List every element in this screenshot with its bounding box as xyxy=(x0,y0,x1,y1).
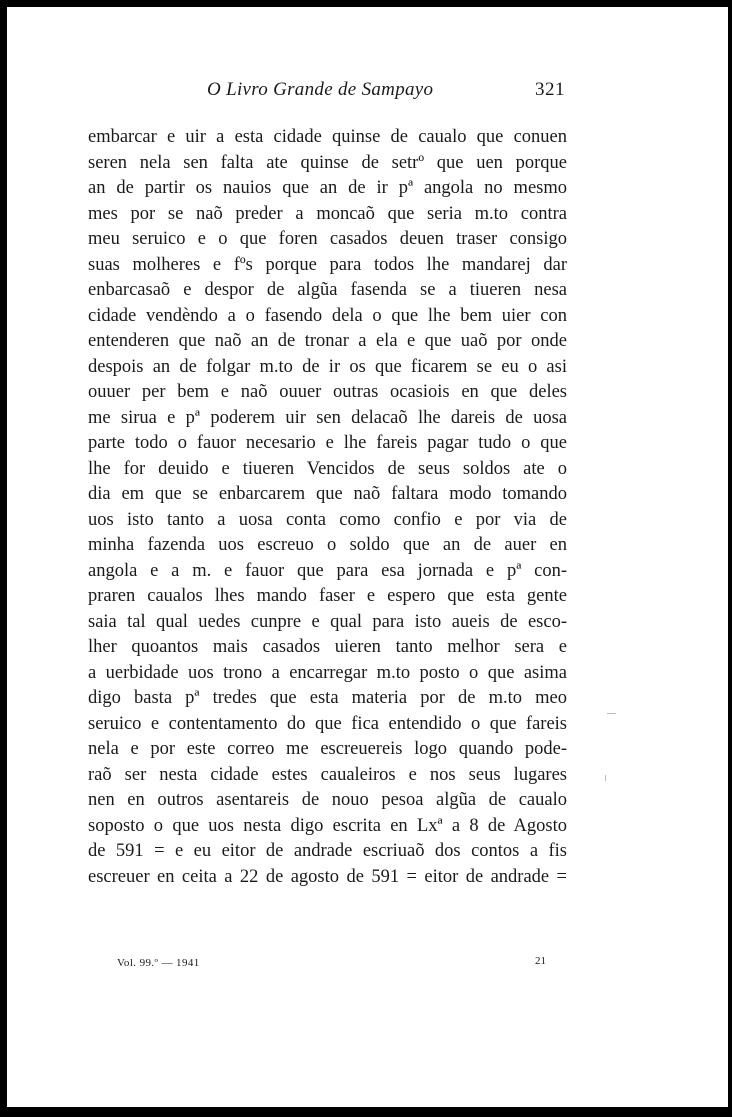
text-line: lher quoantos mais casados uieren tanto melhor sera e xyxy=(88,637,567,657)
body-text xyxy=(88,125,567,890)
text-line: angola e a m. e fauor que para esa jornada e pª con- xyxy=(88,560,567,581)
text-line: suas molheres e fºs porque para todos lhe mandarej dar xyxy=(88,254,567,275)
running-head: O Livro Grande de Sampayo xyxy=(207,79,434,100)
text-line: despois an de folgar m.to de ir os que ficarem se eu o asi xyxy=(88,356,567,377)
footer-signature: 21 xyxy=(535,955,546,967)
text-line: de 591 = e eu eitor de andrade escriuaõ dos contos a fis xyxy=(88,841,567,861)
scan-mark xyxy=(607,713,616,714)
text-line: lhe for deuido e tiueren Vencidos de seus soldos ate o xyxy=(88,458,567,479)
text-line: praren caualos lhes mando faser e espero que esta gente xyxy=(88,586,567,606)
text-line: a uerbidade uos trono a encarregar m.to posto o que asima xyxy=(88,662,567,683)
text-line: raõ ser nesta cidade estes caualeiros e nos seus lugares xyxy=(88,764,567,785)
text-line: entenderen que naõ an de tronar a ela e que uaõ por onde xyxy=(88,331,567,351)
text-line: embarcar e uir a esta cidade quinse de caualo que conuen xyxy=(88,127,567,147)
text-line: parte todo o fauor necesario e lhe fareis pagar tudo o que xyxy=(88,433,567,453)
text-line: seren nela sen falta ate quinse de setrº que uen porque xyxy=(88,152,567,173)
text-line: enbarcasaõ e despor de algũa fasenda se a tiueren nesa xyxy=(88,280,567,300)
text-line: cidade vendèndo a o fasendo dela o que lhe bem uier con xyxy=(88,305,567,326)
text-line: mes por se naõ preder a moncaõ que seria m.to contra xyxy=(88,203,567,224)
text-line: meu seruico e o que foren casados deuen traser consigo xyxy=(88,229,567,249)
text-line: dia em que se enbarcarem que naõ faltara modo tomando xyxy=(88,484,567,504)
scan-mark xyxy=(605,775,606,781)
text-line: seruico e contentamento do que fica entendido o que fareis xyxy=(88,713,567,734)
text-line: me sirua e pª poderem uir sen delacaõ lhe dareis de uosa xyxy=(88,407,567,428)
page-number: 321 xyxy=(535,79,565,100)
text-line: escreuer en ceita a 22 de agosto de 591 = eitor de andrade = xyxy=(88,866,567,887)
text-line: soposto o que uos nesta digo escrita en Lxª a 8 de Agosto xyxy=(88,815,567,836)
footer-volume: Vol. 99.º — 1941 xyxy=(117,957,200,969)
text-line: minha fazenda uos escreuo o soldo que an de auer en xyxy=(88,535,567,555)
text-line: ouuer per bem e naõ ouuer outras ocasiois en que deles xyxy=(88,382,567,402)
text-line: nela e por este correo me escreuereis logo quando pode- xyxy=(88,739,567,759)
text-line: uos isto tanto a uosa conta como confio e por via de xyxy=(88,509,567,530)
text-line: nen en outros asentareis de nouo pesoa algũa de caualo xyxy=(88,790,567,810)
text-line: an de partir os nauios que an de ir pª angola no mesmo xyxy=(88,178,567,198)
text-line: digo basta pª tredes que esta materia por de m.to meo xyxy=(88,688,567,708)
text-line: saia tal qual uedes cunpre e qual para isto aueis de esco- xyxy=(88,611,567,632)
